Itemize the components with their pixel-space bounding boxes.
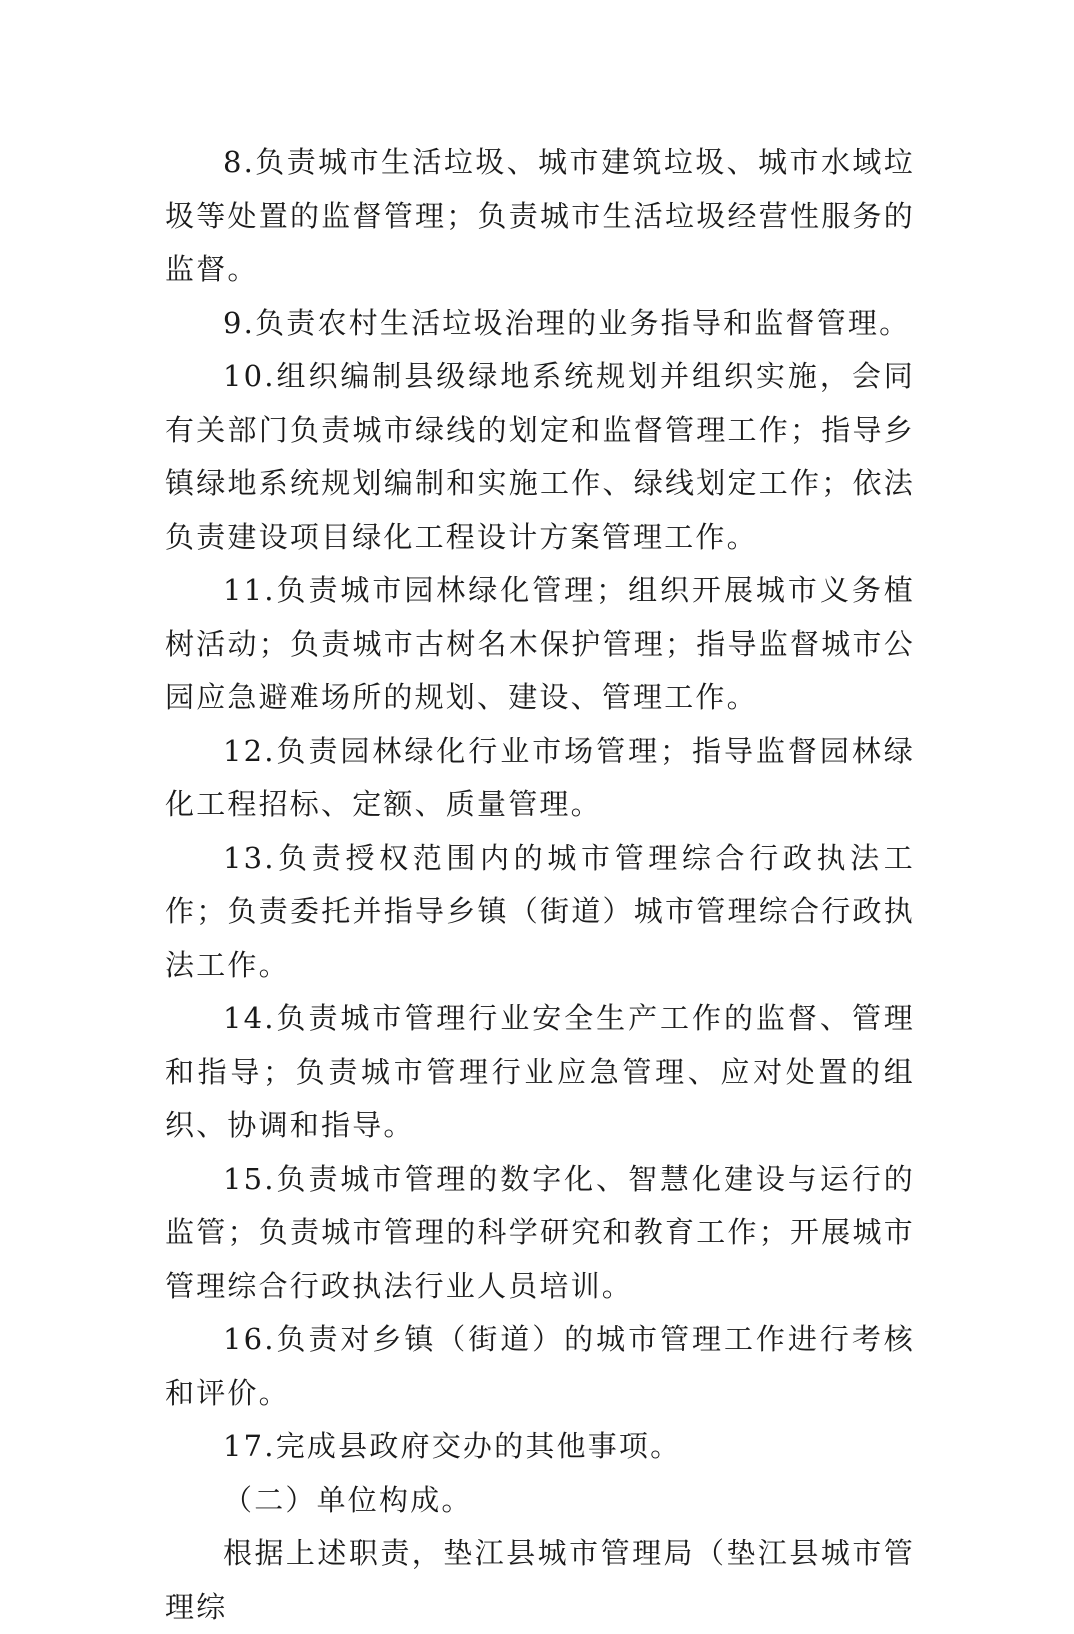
paragraph-duty-15: 15.负责城市管理的数字化、智慧化建设与运行的监管；负责城市管理的科学研究和教育工作；开展城市管理综合行政执法行业人员培训。 — [165, 1161, 915, 1303]
section-heading-unit-composition: （二）单位构成。 — [223, 1482, 473, 1517]
paragraph-duty-14: 14.负责城市管理行业安全生产工作的监督、管理和指导；负责城市管理行业应急管理、应对处置的组织、协调和指导。 — [165, 1001, 915, 1142]
paragraph-duty-10: 10.组织编制县级绿地系统规划并组织实施，会同有关部门负责城市绿线的划定和监督管理工作；指导乡镇绿地系统规划编制和实施工作、绿线划定工作；依法负责建设项目绿化工程设计方案管理工作。 — [165, 359, 915, 554]
document-body — [165, 136, 915, 1634]
paragraph-duty-11: 11.负责城市园林绿化管理；组织开展城市义务植树活动；负责城市古树名木保护管理；指导监督城市公园应急避难场所的规划、建设、管理工作。 — [165, 573, 915, 714]
paragraph-duty-9: 9.负责农村生活垃圾治理的业务指导和监督管理。 — [223, 305, 911, 340]
paragraph-duty-17: 17.完成县政府交办的其他事项。 — [223, 1429, 682, 1463]
paragraph-duty-13: 13.负责授权范围内的城市管理综合行政执法工作；负责委托并指导乡镇（街道）城市管理综合行政执法工作。 — [165, 840, 915, 982]
paragraph-duty-16: 16.负责对乡镇（街道）的城市管理工作进行考核和评价。 — [165, 1322, 915, 1410]
paragraph-duty-12: 12.负责园林绿化行业市场管理；指导监督园林绿化工程招标、定额、质量管理。 — [165, 733, 915, 821]
paragraph-duty-8: 8.负责城市生活垃圾、城市建筑垃圾、城市水域垃圾等处置的监督管理；负责城市生活垃圾经营性服务的监督。 — [165, 145, 915, 286]
paragraph-unit-composition: 根据上述职责，垫江县城市管理局（垫江县城市管理综 — [165, 1536, 915, 1624]
